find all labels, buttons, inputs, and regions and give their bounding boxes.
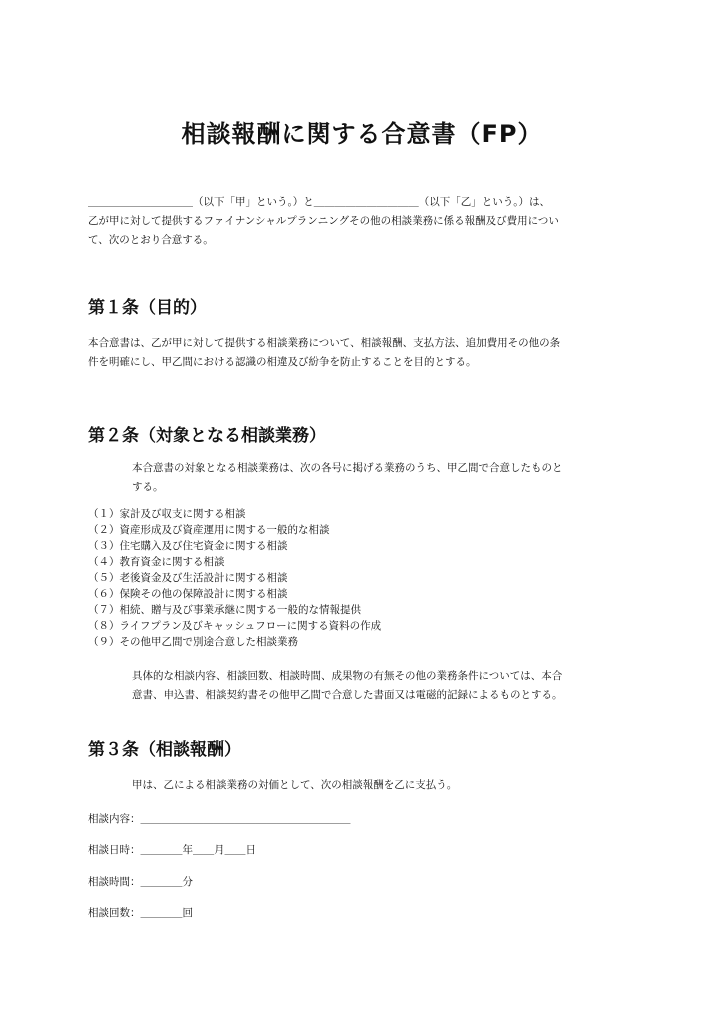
fee-field-count: 相談回数：＿＿＿＿回 (88, 907, 193, 919)
article-3-intro: 甲は、乙による相談業務の対価として、次の相談報酬を乙に支払う。 (132, 779, 458, 791)
article-2-closing (132, 667, 638, 705)
article-1-line: 本合意書は、乙が甲に対して提供する相談業務について、相談報酬、支払方法、追加費用その他の条 (88, 337, 561, 349)
list-item: （９）その他甲乙間で別途合意した相談業務 (88, 636, 298, 648)
article-1-line: 件を明確にし、甲乙間における認識の相違及び紛争を防止することを目的とする。 (88, 356, 477, 368)
article-2-intro-line: する。 (132, 481, 164, 493)
article-2-intro-line: 本合意書の対象となる相談業務は、次の各号に掲げる業務のうち、甲乙間で合意したものと (132, 462, 563, 474)
list-item: （８）ライフプラン及びキャッシュフローに関する資料の作成 (88, 620, 382, 632)
article-3-heading: 第３条（相談報酬） (88, 740, 241, 760)
article-1-body (88, 334, 644, 372)
fee-field-duration: 相談時間：＿＿＿＿分 (88, 876, 193, 888)
list-item: （６）保険その他の保障設計に関する相談 (88, 588, 288, 600)
article-2-closing-line: 具体的な相談内容、相談回数、相談時間、成果物の有無その他の業務条件については、本合 (132, 670, 563, 682)
fee-field-content: 相談内容：＿＿＿＿＿＿＿＿＿＿＿＿＿＿＿＿＿＿＿＿ (88, 813, 351, 825)
list-item: （３）住宅購入及び住宅資金に関する相談 (88, 540, 288, 552)
list-item: （７）相続、贈与及び事業承継に関する一般的な情報提供 (88, 604, 361, 616)
list-item: （５）老後資金及び生活設計に関する相談 (88, 572, 288, 584)
preamble-line: 乙が甲に対して提供するファイナンシャルプランニングその他の相談業務に係る報酬及び費用につい (88, 215, 559, 227)
list-item: （２）資産形成及び資産運用に関する一般的な相談 (88, 524, 330, 536)
preamble-line: ＿＿＿＿＿＿＿＿＿＿（以下「甲」という。）と＿＿＿＿＿＿＿＿＿＿（以下「乙」という。）は、 (88, 196, 550, 208)
preamble-line: て、次のとおり合意する。 (88, 234, 214, 246)
list-item: （１）家計及び収支に関する相談 (88, 508, 246, 520)
preamble (88, 193, 644, 250)
article-2-heading: 第２条（対象となる相談業務） (88, 426, 326, 446)
article-2-closing-line: 意書、申込書、相談契約書その他甲乙間で合意した書面又は電磁的記録によるものとする。 (132, 689, 563, 701)
article-2-intro (132, 459, 638, 497)
list-item: （４）教育資金に関する相談 (88, 556, 225, 568)
article-2-item-list (88, 506, 648, 650)
fee-field-date: 相談日時：＿＿＿＿年＿＿月＿＿日 (88, 844, 256, 856)
article-1-heading: 第１条（目的） (88, 298, 207, 318)
document-title: 相談報酬に関する合意書（FP） (181, 120, 543, 148)
